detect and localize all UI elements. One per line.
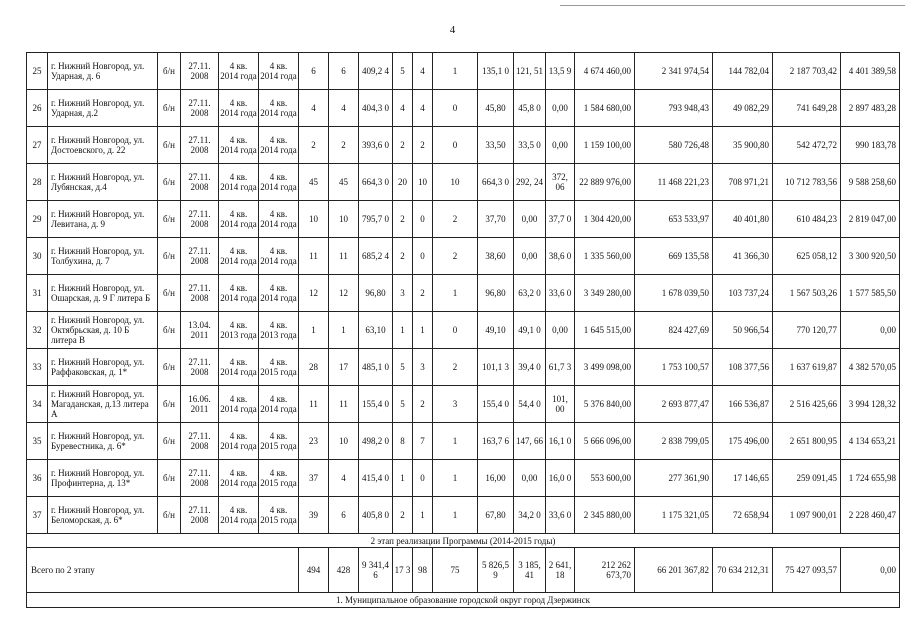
cell-private-area: 63,2 0 bbox=[514, 275, 546, 312]
cell-address: г. Нижний Новгород, ул. Беломорская, д. 6* bbox=[48, 497, 158, 534]
total-resettled-count: 428 bbox=[329, 548, 359, 593]
cell-extra-funds: 0,00 bbox=[841, 312, 900, 349]
cell-row-number: 26 bbox=[27, 90, 48, 127]
cell-regional-budget: 49 082,29 bbox=[713, 90, 773, 127]
cell-municipal-rooms: 2 bbox=[433, 201, 478, 238]
cell-total-cost: 1 584 680,00 bbox=[575, 90, 635, 127]
cell-regional-budget: 108 377,56 bbox=[713, 349, 773, 386]
cell-municipal-area: 0,00 bbox=[546, 90, 575, 127]
cell-regional-budget: 175 496,00 bbox=[713, 423, 773, 460]
cell-rooms-count: 1 bbox=[393, 460, 413, 497]
total-resettled-area: 5 826,5 9 bbox=[478, 548, 514, 593]
cell-private-area: 292, 24 bbox=[514, 164, 546, 201]
cell-planned-quarter: 4 кв. 2014 года bbox=[219, 238, 259, 275]
cell-resettled-area: 664,3 0 bbox=[478, 164, 514, 201]
cell-residents-count: 28 bbox=[299, 349, 329, 386]
table-row bbox=[27, 312, 900, 349]
cell-rooms-count: 20 bbox=[393, 164, 413, 201]
cell-private-rooms: 4 bbox=[413, 90, 433, 127]
cell-total-cost: 5 666 096,00 bbox=[575, 423, 635, 460]
cell-municipal-rooms: 1 bbox=[433, 460, 478, 497]
cell-resettled-count: 12 bbox=[329, 275, 359, 312]
cell-municipal-area: 38,6 0 bbox=[546, 238, 575, 275]
cell-municipal-rooms: 10 bbox=[433, 164, 478, 201]
table-row bbox=[27, 53, 900, 90]
cell-document-date: 27.11. 2008 bbox=[181, 201, 219, 238]
cell-document-number: б/н bbox=[158, 201, 181, 238]
cell-fund-amount: 824 427,69 bbox=[635, 312, 713, 349]
cell-total-area: 155,4 0 bbox=[359, 386, 393, 423]
stage-title: 2 этап реализации Программы (2014-2015 годы) bbox=[27, 534, 900, 548]
cell-local-budget: 1 637 619,87 bbox=[773, 349, 841, 386]
table-row bbox=[27, 90, 900, 127]
cell-address: г. Нижний Новгород, ул. Толбухина, д. 7 bbox=[48, 238, 158, 275]
table-row bbox=[27, 460, 900, 497]
total-municipal-area: 2 641, 18 bbox=[546, 548, 575, 593]
cell-total-cost: 1 335 560,00 bbox=[575, 238, 635, 275]
cell-private-area: 0,00 bbox=[514, 201, 546, 238]
cell-row-number: 29 bbox=[27, 201, 48, 238]
cell-extra-funds: 2 228 460,47 bbox=[841, 497, 900, 534]
cell-document-date: 27.11. 2008 bbox=[181, 497, 219, 534]
cell-document-number: б/н bbox=[158, 423, 181, 460]
cell-residents-count: 1 bbox=[299, 312, 329, 349]
cell-document-date: 27.11. 2008 bbox=[181, 460, 219, 497]
cell-row-number: 36 bbox=[27, 460, 48, 497]
cell-completion-quarter: 4 кв. 2014 года bbox=[259, 386, 299, 423]
cell-municipal-area: 33,6 0 bbox=[546, 497, 575, 534]
cell-private-area: 0,00 bbox=[514, 238, 546, 275]
cell-address: г. Нижний Новгород, ул. Левитана, д. 9 bbox=[48, 201, 158, 238]
total-extra-funds: 0,00 bbox=[841, 548, 900, 593]
cell-municipal-rooms: 1 bbox=[433, 275, 478, 312]
cell-row-number: 25 bbox=[27, 53, 48, 90]
cell-planned-quarter: 4 кв. 2014 года bbox=[219, 201, 259, 238]
cell-private-rooms: 7 bbox=[413, 423, 433, 460]
table-body bbox=[27, 53, 900, 608]
cell-document-number: б/н bbox=[158, 127, 181, 164]
cell-regional-budget: 103 737,24 bbox=[713, 275, 773, 312]
cell-municipal-area: 372, 06 bbox=[546, 164, 575, 201]
table-row bbox=[27, 386, 900, 423]
cell-total-area: 415,4 0 bbox=[359, 460, 393, 497]
cell-document-number: б/н bbox=[158, 386, 181, 423]
table-row bbox=[27, 497, 900, 534]
cell-local-budget: 259 091,45 bbox=[773, 460, 841, 497]
municipality-header-row bbox=[27, 593, 900, 608]
cell-private-area: 34,2 0 bbox=[514, 497, 546, 534]
cell-residents-count: 12 bbox=[299, 275, 329, 312]
cell-regional-budget: 40 401,80 bbox=[713, 201, 773, 238]
cell-completion-quarter: 4 кв. 2014 года bbox=[259, 201, 299, 238]
cell-extra-funds: 4 134 653,21 bbox=[841, 423, 900, 460]
cell-rooms-count: 4 bbox=[393, 90, 413, 127]
cell-document-date: 27.11. 2008 bbox=[181, 90, 219, 127]
table-row bbox=[27, 423, 900, 460]
cell-private-rooms: 10 bbox=[413, 164, 433, 201]
cell-document-number: б/н bbox=[158, 164, 181, 201]
cell-regional-budget: 35 900,80 bbox=[713, 127, 773, 164]
cell-resettled-area: 163,7 6 bbox=[478, 423, 514, 460]
cell-fund-amount: 580 726,48 bbox=[635, 127, 713, 164]
cell-local-budget: 770 120,77 bbox=[773, 312, 841, 349]
cell-residents-count: 39 bbox=[299, 497, 329, 534]
cell-address: г. Нижний Новгород, ул. Магаданская, д.13 литера А bbox=[48, 386, 158, 423]
cell-municipal-area: 0,00 bbox=[546, 312, 575, 349]
cell-total-area: 393,6 0 bbox=[359, 127, 393, 164]
cell-planned-quarter: 4 кв. 2014 года bbox=[219, 53, 259, 90]
cell-municipal-rooms: 0 bbox=[433, 312, 478, 349]
municipality-title: 1. Муниципальное образование городской округ город Дзержинск bbox=[27, 593, 900, 608]
cell-resettled-area: 16,00 bbox=[478, 460, 514, 497]
cell-resettled-count: 10 bbox=[329, 423, 359, 460]
cell-private-area: 33,5 0 bbox=[514, 127, 546, 164]
cell-fund-amount: 653 533,97 bbox=[635, 201, 713, 238]
cell-private-area: 45,8 0 bbox=[514, 90, 546, 127]
cell-local-budget: 1 567 503,26 bbox=[773, 275, 841, 312]
cell-total-cost: 22 889 976,00 bbox=[575, 164, 635, 201]
cell-municipal-rooms: 1 bbox=[433, 497, 478, 534]
cell-total-area: 498,2 0 bbox=[359, 423, 393, 460]
total-municipal-rooms: 75 bbox=[433, 548, 478, 593]
cell-municipal-area: 16,1 0 bbox=[546, 423, 575, 460]
cell-completion-quarter: 4 кв. 2015 года bbox=[259, 497, 299, 534]
cell-total-area: 63,10 bbox=[359, 312, 393, 349]
cell-document-number: б/н bbox=[158, 497, 181, 534]
cell-document-number: б/н bbox=[158, 460, 181, 497]
cell-municipal-area: 13,5 9 bbox=[546, 53, 575, 90]
cell-regional-budget: 166 536,87 bbox=[713, 386, 773, 423]
cell-private-area: 147, 66 bbox=[514, 423, 546, 460]
cell-total-area: 664,3 0 bbox=[359, 164, 393, 201]
cell-resettled-count: 4 bbox=[329, 460, 359, 497]
cell-document-date: 27.11. 2008 bbox=[181, 164, 219, 201]
cell-resettled-area: 33,50 bbox=[478, 127, 514, 164]
cell-completion-quarter: 4 кв. 2014 года bbox=[259, 90, 299, 127]
cell-private-rooms: 2 bbox=[413, 127, 433, 164]
cell-address: г. Нижний Новгород, ул. Лубянская, д.4 bbox=[48, 164, 158, 201]
cell-planned-quarter: 4 кв. 2014 года bbox=[219, 386, 259, 423]
cell-municipal-area: 61,7 3 bbox=[546, 349, 575, 386]
cell-document-date: 27.11. 2008 bbox=[181, 349, 219, 386]
cell-completion-quarter: 4 кв. 2013 года bbox=[259, 312, 299, 349]
cell-municipal-area: 37,7 0 bbox=[546, 201, 575, 238]
cell-completion-quarter: 4 кв. 2014 года bbox=[259, 127, 299, 164]
cell-resettled-area: 45,80 bbox=[478, 90, 514, 127]
cell-address: г. Нижний Новгород, ул. Ошарская, д. 9 Г литера Б bbox=[48, 275, 158, 312]
cell-document-number: б/н bbox=[158, 90, 181, 127]
cell-municipal-rooms: 1 bbox=[433, 423, 478, 460]
cell-document-number: б/н bbox=[158, 349, 181, 386]
cell-regional-budget: 17 146,65 bbox=[713, 460, 773, 497]
cell-address: г. Нижний Новгород, ул. Ударная, д.2 bbox=[48, 90, 158, 127]
cell-completion-quarter: 4 кв. 2015 года bbox=[259, 349, 299, 386]
cell-rooms-count: 2 bbox=[393, 497, 413, 534]
cell-regional-budget: 708 971,21 bbox=[713, 164, 773, 201]
cell-private-rooms: 1 bbox=[413, 497, 433, 534]
cell-row-number: 37 bbox=[27, 497, 48, 534]
cell-fund-amount: 1 678 039,50 bbox=[635, 275, 713, 312]
cell-resettled-count: 6 bbox=[329, 497, 359, 534]
cell-municipal-rooms: 2 bbox=[433, 238, 478, 275]
total-regional-budget: 70 634 212,31 bbox=[713, 548, 773, 593]
cell-municipal-area: 101, 00 bbox=[546, 386, 575, 423]
cell-residents-count: 4 bbox=[299, 90, 329, 127]
cell-resettled-count: 4 bbox=[329, 90, 359, 127]
housing-program-table bbox=[26, 52, 900, 608]
cell-resettled-area: 135,1 0 bbox=[478, 53, 514, 90]
cell-completion-quarter: 4 кв. 2014 года bbox=[259, 53, 299, 90]
cell-extra-funds: 3 300 920,50 bbox=[841, 238, 900, 275]
cell-address: г. Нижний Новгород, ул. Буревестника, д. 6* bbox=[48, 423, 158, 460]
cell-residents-count: 11 bbox=[299, 386, 329, 423]
cell-total-area: 404,3 0 bbox=[359, 90, 393, 127]
page-number: 4 bbox=[449, 24, 456, 36]
cell-regional-budget: 72 658,94 bbox=[713, 497, 773, 534]
cell-extra-funds: 1 577 585,50 bbox=[841, 275, 900, 312]
cell-private-area: 54,4 0 bbox=[514, 386, 546, 423]
cell-regional-budget: 144 782,04 bbox=[713, 53, 773, 90]
cell-municipal-rooms: 0 bbox=[433, 127, 478, 164]
cell-private-rooms: 3 bbox=[413, 349, 433, 386]
cell-municipal-area: 0,00 bbox=[546, 127, 575, 164]
cell-extra-funds: 4 382 570,05 bbox=[841, 349, 900, 386]
cell-resettled-count: 11 bbox=[329, 238, 359, 275]
cell-resettled-area: 49,10 bbox=[478, 312, 514, 349]
total-private-rooms: 98 bbox=[413, 548, 433, 593]
cell-rooms-count: 3 bbox=[393, 275, 413, 312]
cell-total-cost: 2 345 880,00 bbox=[575, 497, 635, 534]
cell-residents-count: 23 bbox=[299, 423, 329, 460]
total-rooms-count: 17 3 bbox=[393, 548, 413, 593]
cell-planned-quarter: 4 кв. 2014 года bbox=[219, 423, 259, 460]
table-row bbox=[27, 164, 900, 201]
cell-rooms-count: 2 bbox=[393, 238, 413, 275]
cell-resettled-area: 38,60 bbox=[478, 238, 514, 275]
cell-planned-quarter: 4 кв. 2014 года bbox=[219, 460, 259, 497]
cell-address: г. Нижний Новгород, ул. Раффаковская, д. 1* bbox=[48, 349, 158, 386]
cell-private-rooms: 0 bbox=[413, 201, 433, 238]
cell-completion-quarter: 4 кв. 2015 года bbox=[259, 460, 299, 497]
total-fund-amount: 66 201 367,82 bbox=[635, 548, 713, 593]
cell-row-number: 34 bbox=[27, 386, 48, 423]
cell-total-cost: 553 600,00 bbox=[575, 460, 635, 497]
cell-local-budget: 2 651 800,95 bbox=[773, 423, 841, 460]
cell-completion-quarter: 4 кв. 2014 года bbox=[259, 238, 299, 275]
cell-rooms-count: 5 bbox=[393, 53, 413, 90]
cell-private-rooms: 2 bbox=[413, 275, 433, 312]
table-row bbox=[27, 201, 900, 238]
cell-resettled-count: 17 bbox=[329, 349, 359, 386]
cell-private-rooms: 1 bbox=[413, 312, 433, 349]
total-residents-count: 494 bbox=[299, 548, 329, 593]
cell-total-area: 96,80 bbox=[359, 275, 393, 312]
cell-address: г. Нижний Новгород, ул. Профинтерна, д. 13* bbox=[48, 460, 158, 497]
cell-completion-quarter: 4 кв. 2014 года bbox=[259, 164, 299, 201]
cell-document-number: б/н bbox=[158, 312, 181, 349]
top-rule bbox=[560, 5, 905, 6]
cell-row-number: 33 bbox=[27, 349, 48, 386]
total-total-area: 9 341,4 6 bbox=[359, 548, 393, 593]
cell-row-number: 31 bbox=[27, 275, 48, 312]
cell-row-number: 32 bbox=[27, 312, 48, 349]
stage-header-row bbox=[27, 534, 900, 548]
cell-resettled-count: 2 bbox=[329, 127, 359, 164]
cell-fund-amount: 1 175 321,05 bbox=[635, 497, 713, 534]
cell-municipal-rooms: 2 bbox=[433, 349, 478, 386]
cell-resettled-area: 155,4 0 bbox=[478, 386, 514, 423]
cell-municipal-rooms: 0 bbox=[433, 90, 478, 127]
cell-resettled-count: 6 bbox=[329, 53, 359, 90]
cell-regional-budget: 41 366,30 bbox=[713, 238, 773, 275]
table-row bbox=[27, 127, 900, 164]
cell-fund-amount: 669 135,58 bbox=[635, 238, 713, 275]
cell-resettled-area: 101,1 3 bbox=[478, 349, 514, 386]
cell-planned-quarter: 4 кв. 2014 года bbox=[219, 497, 259, 534]
cell-private-area: 121, 51 bbox=[514, 53, 546, 90]
cell-rooms-count: 2 bbox=[393, 201, 413, 238]
cell-rooms-count: 2 bbox=[393, 127, 413, 164]
cell-document-date: 27.11. 2008 bbox=[181, 275, 219, 312]
cell-local-budget: 542 472,72 bbox=[773, 127, 841, 164]
cell-extra-funds: 3 994 128,32 bbox=[841, 386, 900, 423]
cell-document-date: 27.11. 2008 bbox=[181, 53, 219, 90]
cell-residents-count: 11 bbox=[299, 238, 329, 275]
cell-total-cost: 4 674 460,00 bbox=[575, 53, 635, 90]
total-private-area: 3 185, 41 bbox=[514, 548, 546, 593]
cell-residents-count: 37 bbox=[299, 460, 329, 497]
cell-address: г. Нижний Новгород, ул. Октябрьская, д. 10 Б литера В bbox=[48, 312, 158, 349]
table-row bbox=[27, 349, 900, 386]
cell-document-date: 27.11. 2008 bbox=[181, 238, 219, 275]
cell-row-number: 30 bbox=[27, 238, 48, 275]
cell-local-budget: 2 516 425,66 bbox=[773, 386, 841, 423]
cell-planned-quarter: 4 кв. 2014 года bbox=[219, 164, 259, 201]
cell-local-budget: 2 187 703,42 bbox=[773, 53, 841, 90]
cell-resettled-area: 67,80 bbox=[478, 497, 514, 534]
cell-address: г. Нижний Новгород, ул. Достоевского, д. 22 bbox=[48, 127, 158, 164]
cell-private-rooms: 0 bbox=[413, 238, 433, 275]
total-label: Всего по 2 этапу bbox=[27, 548, 299, 593]
cell-document-date: 27.11. 2008 bbox=[181, 423, 219, 460]
cell-residents-count: 45 bbox=[299, 164, 329, 201]
cell-private-area: 0,00 bbox=[514, 460, 546, 497]
cell-municipal-area: 33,6 0 bbox=[546, 275, 575, 312]
cell-resettled-area: 37,70 bbox=[478, 201, 514, 238]
cell-resettled-area: 96,80 bbox=[478, 275, 514, 312]
cell-document-number: б/н bbox=[158, 275, 181, 312]
cell-private-rooms: 4 bbox=[413, 53, 433, 90]
cell-document-number: б/н bbox=[158, 53, 181, 90]
cell-row-number: 28 bbox=[27, 164, 48, 201]
cell-total-cost: 1 645 515,00 bbox=[575, 312, 635, 349]
cell-total-cost: 3 499 098,00 bbox=[575, 349, 635, 386]
cell-total-cost: 1 304 420,00 bbox=[575, 201, 635, 238]
cell-private-area: 39,4 0 bbox=[514, 349, 546, 386]
cell-rooms-count: 8 bbox=[393, 423, 413, 460]
cell-local-budget: 625 058,12 bbox=[773, 238, 841, 275]
cell-rooms-count: 5 bbox=[393, 349, 413, 386]
cell-fund-amount: 2 693 877,47 bbox=[635, 386, 713, 423]
cell-private-area: 49,1 0 bbox=[514, 312, 546, 349]
cell-resettled-count: 11 bbox=[329, 386, 359, 423]
table-row bbox=[27, 238, 900, 275]
cell-planned-quarter: 4 кв. 2014 года bbox=[219, 275, 259, 312]
cell-local-budget: 610 484,23 bbox=[773, 201, 841, 238]
cell-residents-count: 10 bbox=[299, 201, 329, 238]
cell-extra-funds: 1 724 655,98 bbox=[841, 460, 900, 497]
cell-row-number: 27 bbox=[27, 127, 48, 164]
cell-municipal-rooms: 3 bbox=[433, 386, 478, 423]
cell-resettled-count: 1 bbox=[329, 312, 359, 349]
cell-total-area: 409,2 4 bbox=[359, 53, 393, 90]
cell-completion-quarter: 4 кв. 2015 года bbox=[259, 423, 299, 460]
cell-total-area: 685,2 4 bbox=[359, 238, 393, 275]
table-row bbox=[27, 275, 900, 312]
cell-total-cost: 5 376 840,00 bbox=[575, 386, 635, 423]
cell-extra-funds: 9 588 258,60 bbox=[841, 164, 900, 201]
cell-residents-count: 6 bbox=[299, 53, 329, 90]
cell-resettled-count: 45 bbox=[329, 164, 359, 201]
cell-planned-quarter: 4 кв. 2014 года bbox=[219, 349, 259, 386]
cell-total-area: 485,1 0 bbox=[359, 349, 393, 386]
cell-fund-amount: 11 468 221,23 bbox=[635, 164, 713, 201]
cell-document-number: б/н bbox=[158, 238, 181, 275]
cell-municipal-rooms: 1 bbox=[433, 53, 478, 90]
total-row bbox=[27, 548, 900, 593]
cell-rooms-count: 5 bbox=[393, 386, 413, 423]
cell-row-number: 35 bbox=[27, 423, 48, 460]
cell-local-budget: 10 712 783,56 bbox=[773, 164, 841, 201]
cell-total-area: 795,7 0 bbox=[359, 201, 393, 238]
cell-total-cost: 3 349 280,00 bbox=[575, 275, 635, 312]
cell-residents-count: 2 bbox=[299, 127, 329, 164]
cell-address: г. Нижний Новгород, ул. Ударная, д. 6 bbox=[48, 53, 158, 90]
cell-document-date: 13.04. 2011 bbox=[181, 312, 219, 349]
cell-fund-amount: 277 361,90 bbox=[635, 460, 713, 497]
cell-private-rooms: 2 bbox=[413, 386, 433, 423]
cell-local-budget: 1 097 900,01 bbox=[773, 497, 841, 534]
cell-extra-funds: 2 819 047,00 bbox=[841, 201, 900, 238]
cell-regional-budget: 50 966,54 bbox=[713, 312, 773, 349]
cell-planned-quarter: 4 кв. 2013 года bbox=[219, 312, 259, 349]
cell-document-date: 16.06. 2011 bbox=[181, 386, 219, 423]
cell-fund-amount: 2 838 799,05 bbox=[635, 423, 713, 460]
cell-fund-amount: 2 341 974,54 bbox=[635, 53, 713, 90]
total-local-budget: 75 427 093,57 bbox=[773, 548, 841, 593]
cell-total-cost: 1 159 100,00 bbox=[575, 127, 635, 164]
total-total-cost: 212 262 673,70 bbox=[575, 548, 635, 593]
cell-local-budget: 741 649,28 bbox=[773, 90, 841, 127]
cell-municipal-area: 16,0 0 bbox=[546, 460, 575, 497]
cell-rooms-count: 1 bbox=[393, 312, 413, 349]
cell-extra-funds: 2 897 483,28 bbox=[841, 90, 900, 127]
cell-extra-funds: 990 183,78 bbox=[841, 127, 900, 164]
cell-resettled-count: 10 bbox=[329, 201, 359, 238]
cell-completion-quarter: 4 кв. 2014 года bbox=[259, 275, 299, 312]
cell-fund-amount: 793 948,43 bbox=[635, 90, 713, 127]
cell-total-area: 405,8 0 bbox=[359, 497, 393, 534]
cell-document-date: 27.11. 2008 bbox=[181, 127, 219, 164]
cell-private-rooms: 0 bbox=[413, 460, 433, 497]
cell-extra-funds: 4 401 389,58 bbox=[841, 53, 900, 90]
cell-fund-amount: 1 753 100,57 bbox=[635, 349, 713, 386]
cell-planned-quarter: 4 кв. 2014 года bbox=[219, 127, 259, 164]
cell-planned-quarter: 4 кв. 2014 года bbox=[219, 90, 259, 127]
